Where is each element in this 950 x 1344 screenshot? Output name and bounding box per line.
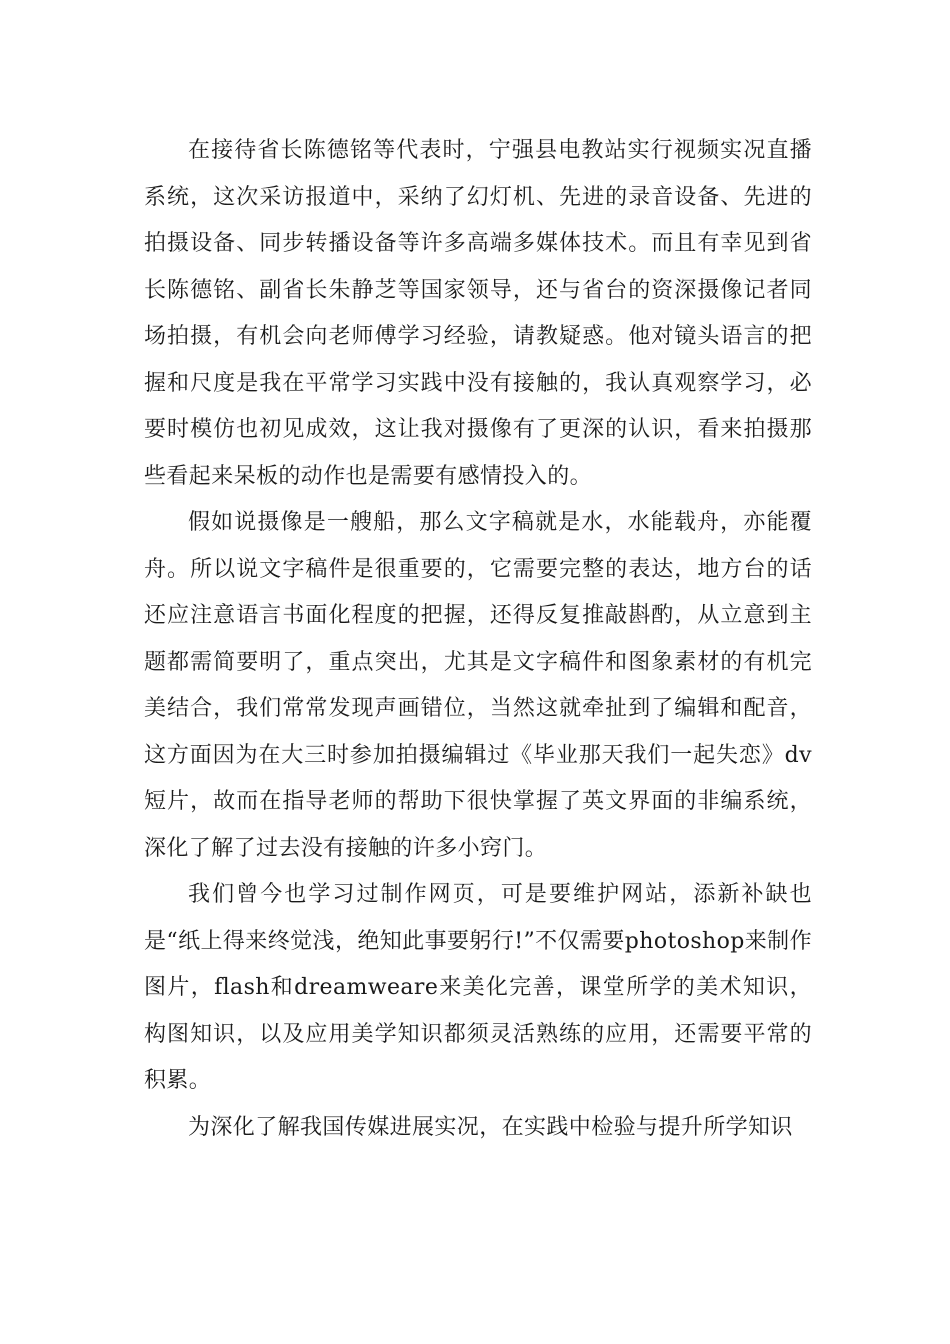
paragraph-2: 假如说摄像是一艘船，那么文字稿就是水，水能载舟，亦能覆舟。所以说文字稿件是很重要的，它需要完整的表达，地方台的话还应注意语言书面化程度的把握，还得反复推敲斟酌，从立意到主题都需简要明了，重点突出，尤其是文字稿件和图象素材的有机完美结合，我们常常发现声画错位，当然这就牵扯到了编辑和配音，这方面因为在大三时参加拍摄编辑过《毕业那天我们一起失恋》dv短片，故而在指导老师的帮助下很快掌握了英文界面的非编系统，深化了解了过去没有接触的许多小窍门。 xyxy=(144,510,812,861)
paragraph-3: 我们曾今也学习过制作网页，可是要维护网站，添新补缺也是“纸上得来终觉浅，绝知此事要躬行!”不仅需要photoshop来制作图片，flash和dreamweare来美化完善，课堂所学的美术知识，构图知识，以及应用美学知识都须灵活熟练的应用，还需要平常的积累。 xyxy=(144,882,812,1093)
paragraph-4: 为深化了解我国传媒进展实况，在实践中检验与提升所学知识 xyxy=(188,1114,793,1140)
document-body xyxy=(144,128,812,1151)
paragraph-1: 在接待省长陈德铭等代表时，宁强县电教站实行视频实况直播系统，这次采访报道中，采纳了幻灯机、先进的录音设备、先进的拍摄设备、同步转播设备等许多高端多媒体技术。而且有幸见到省长陈德铭、副省长朱静芝等国家领导，还与省台的资深摄像记者同场拍摄，有机会向老师傅学习经验，请教疑惑。他对镜头语言的把握和尺度是我在平常学习实践中没有接触的，我认真观察学习，必要时模仿也初见成效，这让我对摄像有了更深的认识，看来拍摄那些看起来呆板的动作也是需要有感情投入的。 xyxy=(144,138,812,489)
